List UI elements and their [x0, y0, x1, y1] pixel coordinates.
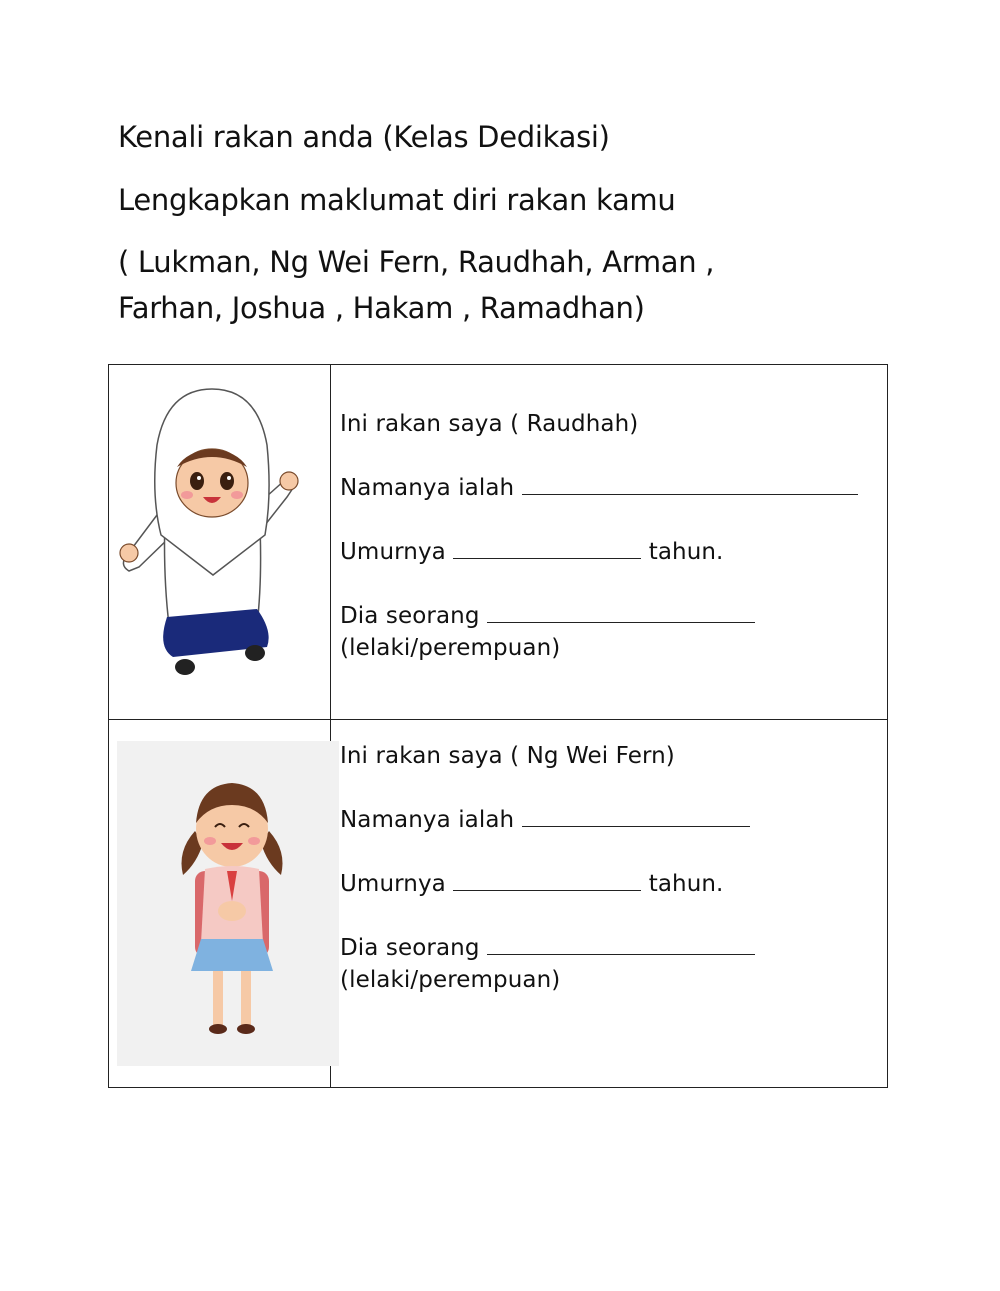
age-label: Umurnya [340, 871, 446, 897]
gender-label: Dia seorang [340, 603, 480, 629]
friends-list-line-2: Farhan, Joshua , Hakam , Ramadhan) [118, 291, 645, 325]
gender-line [340, 935, 755, 961]
name-blank[interactable] [522, 808, 750, 827]
age-blank[interactable] [453, 872, 641, 891]
gender-blank[interactable] [487, 604, 755, 623]
age-line [340, 871, 723, 897]
name-label: Namanya ialah [340, 475, 515, 501]
schoolgirl-illustration [177, 771, 287, 1041]
row-divider [109, 719, 887, 720]
instruction-text: Lengkapkan maklumat diri rakan kamu [118, 183, 676, 217]
friends-table [108, 364, 888, 1088]
name-line [340, 807, 750, 833]
age-suffix: tahun. [648, 871, 724, 897]
name-label: Namanya ialah [340, 807, 515, 833]
schoolgirl-illustration-frame [117, 741, 339, 1066]
gender-hint: (lelaki/perempuan) [340, 967, 561, 993]
gender-label: Dia seorang [340, 935, 480, 961]
name-line [340, 475, 858, 501]
friend-intro: Ini rakan saya ( Raudhah) [340, 411, 639, 437]
age-suffix: tahun. [648, 539, 724, 565]
gender-line [340, 603, 755, 629]
age-line [340, 539, 723, 565]
gender-hint: (lelaki/perempuan) [340, 635, 561, 661]
age-label: Umurnya [340, 539, 446, 565]
worksheet-title: Kenali rakan anda (Kelas Dedikasi) [118, 120, 610, 154]
hijab-girl-illustration [117, 385, 307, 685]
friend-intro: Ini rakan saya ( Ng Wei Fern) [340, 743, 675, 769]
name-blank[interactable] [522, 476, 858, 495]
friends-list-line-1: ( Lukman, Ng Wei Fern, Raudhah, Arman , [118, 245, 715, 279]
gender-blank[interactable] [487, 936, 755, 955]
age-blank[interactable] [453, 540, 641, 559]
